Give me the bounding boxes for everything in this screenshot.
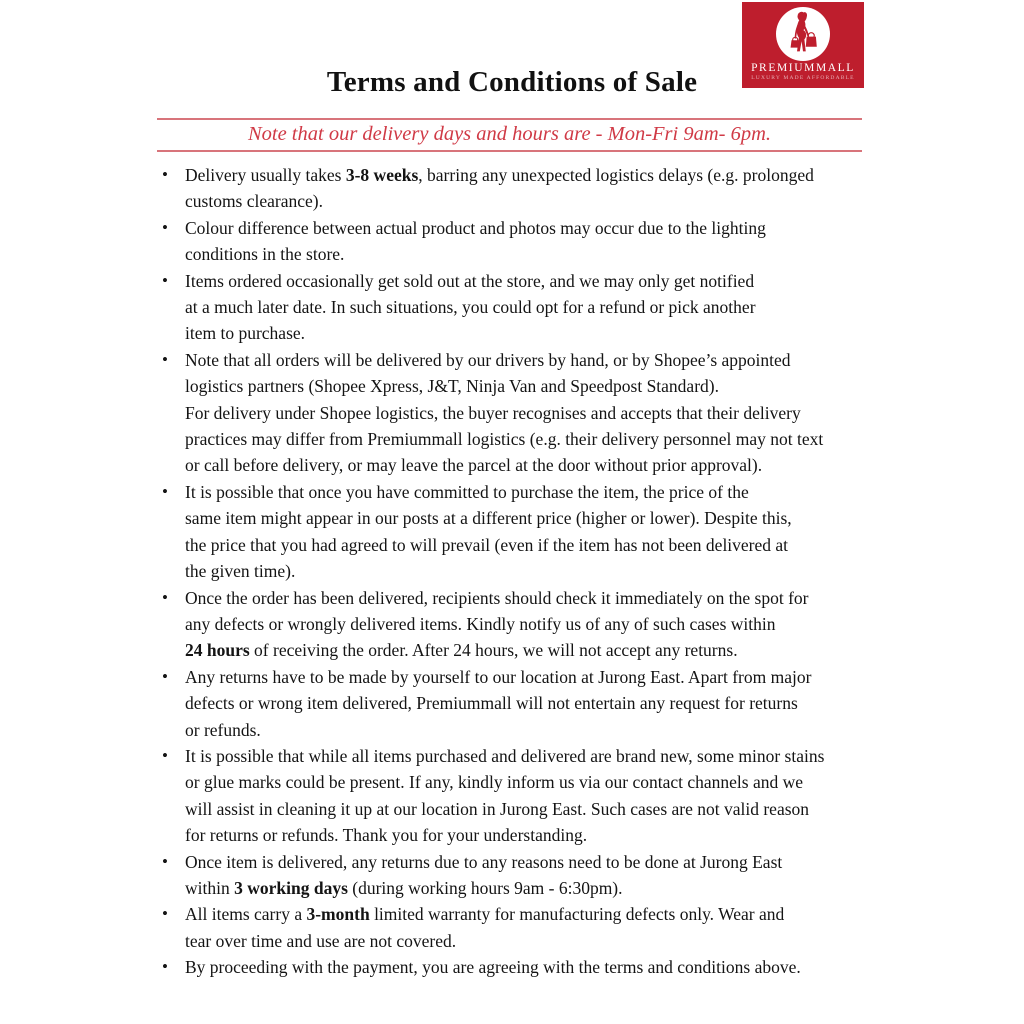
term-text: Once the order has been delivered, recipients should check it immediately on the spot for any defects or wrongly delivered items. Kindly notify us of any of such cases within 24 hours of receiving the order. After 24 hours, we will not accept any returns.	[185, 587, 809, 661]
term-item	[157, 215, 917, 268]
term-text: Note that all orders will be delivered by our drivers by hand, or by Shopee’s appointed logistics partners (Shopee Xpress, J&T, Ninja Van and Speedpost Standard). For delivery under Shopee logistics, the buyer recognises and accepts that their delivery practices may differ from Premiummall logistics (e.g. their delivery personnel may not text or call before delivery, or may leave the parcel at the door without prior approval).	[185, 349, 824, 476]
term-item	[157, 479, 917, 585]
term-text: All items carry a 3-month limited warranty for manufacturing defects only. Wear and tear over time and use are not covered.	[185, 904, 785, 951]
term-item	[157, 268, 917, 347]
term-text: Colour difference between actual product and photos may occur due to the lighting conditions in the store.	[185, 217, 766, 265]
term-text: It is possible that while all items purchased and delivered are brand new, some minor stains or glue marks could be present. If any, kindly inform us via our contact channels and we will assist in cleaning it up at our location in Jurong East. Such cases are not valid reason for returns or refunds. Thank you for your understanding.	[185, 745, 825, 846]
bullet-marker: •	[162, 481, 168, 501]
delivery-note: Note that our delivery days and hours are - Mon-Fri 9am- 6pm.	[247, 123, 772, 145]
brand-logo	[742, 2, 864, 88]
shopper-silhouette-icon	[780, 9, 826, 60]
term-text: Items ordered occasionally get sold out at the store, and we may only get notified at a much later date. In such situations, you could opt for a refund or pick another item to purchase.	[185, 270, 756, 344]
brand-tagline: LUXURY MADE AFFORDABLE	[751, 75, 855, 81]
bullet-marker: •	[162, 904, 168, 924]
logo-circle	[776, 7, 830, 61]
bullet-marker: •	[162, 165, 168, 184]
delivery-note-band	[157, 118, 862, 152]
terms-list	[157, 162, 917, 981]
term-text: By proceeding with the payment, you are agreeing with the terms and conditions above.	[185, 957, 801, 978]
term-item	[157, 585, 917, 664]
bullet-marker: •	[162, 851, 168, 871]
term-text: Delivery usually takes 3-8 weeks, barring any unexpected logistics delays (e.g. prolonged customs clearance).	[185, 165, 814, 212]
term-text: Once item is delivered, any returns due to any reasons need to be done at Jurong East within 3 working days (during working hours 9am - 6:30pm).	[185, 851, 783, 898]
term-item	[157, 664, 917, 743]
bullet-marker: •	[162, 587, 168, 607]
brand-name: PREMIUMMALL	[751, 62, 855, 74]
bullet-marker: •	[162, 666, 168, 686]
bullet-marker: •	[162, 349, 168, 369]
bullet-marker: •	[162, 217, 168, 237]
bullet-marker: •	[162, 957, 168, 977]
bullet-marker: •	[162, 270, 168, 290]
term-item	[157, 849, 917, 902]
term-item	[157, 743, 917, 849]
page-title: Terms and Conditions of Sale	[326, 66, 698, 98]
term-text: It is possible that once you have committed to purchase the item, the price of the same item might appear in our posts at a different price (higher or lower). Despite this, the price that you had agreed to will prevail (even if the item has not been delivered at the given time).	[185, 481, 792, 582]
term-item	[157, 901, 917, 954]
term-item	[157, 347, 917, 479]
term-item	[157, 954, 917, 980]
term-text: Any returns have to be made by yourself to our location at Jurong East. Apart from major defects or wrong item delivered, Premiummall will not entertain any request for returns or refunds.	[185, 666, 812, 740]
term-item	[157, 162, 917, 215]
bullet-marker: •	[162, 745, 168, 765]
